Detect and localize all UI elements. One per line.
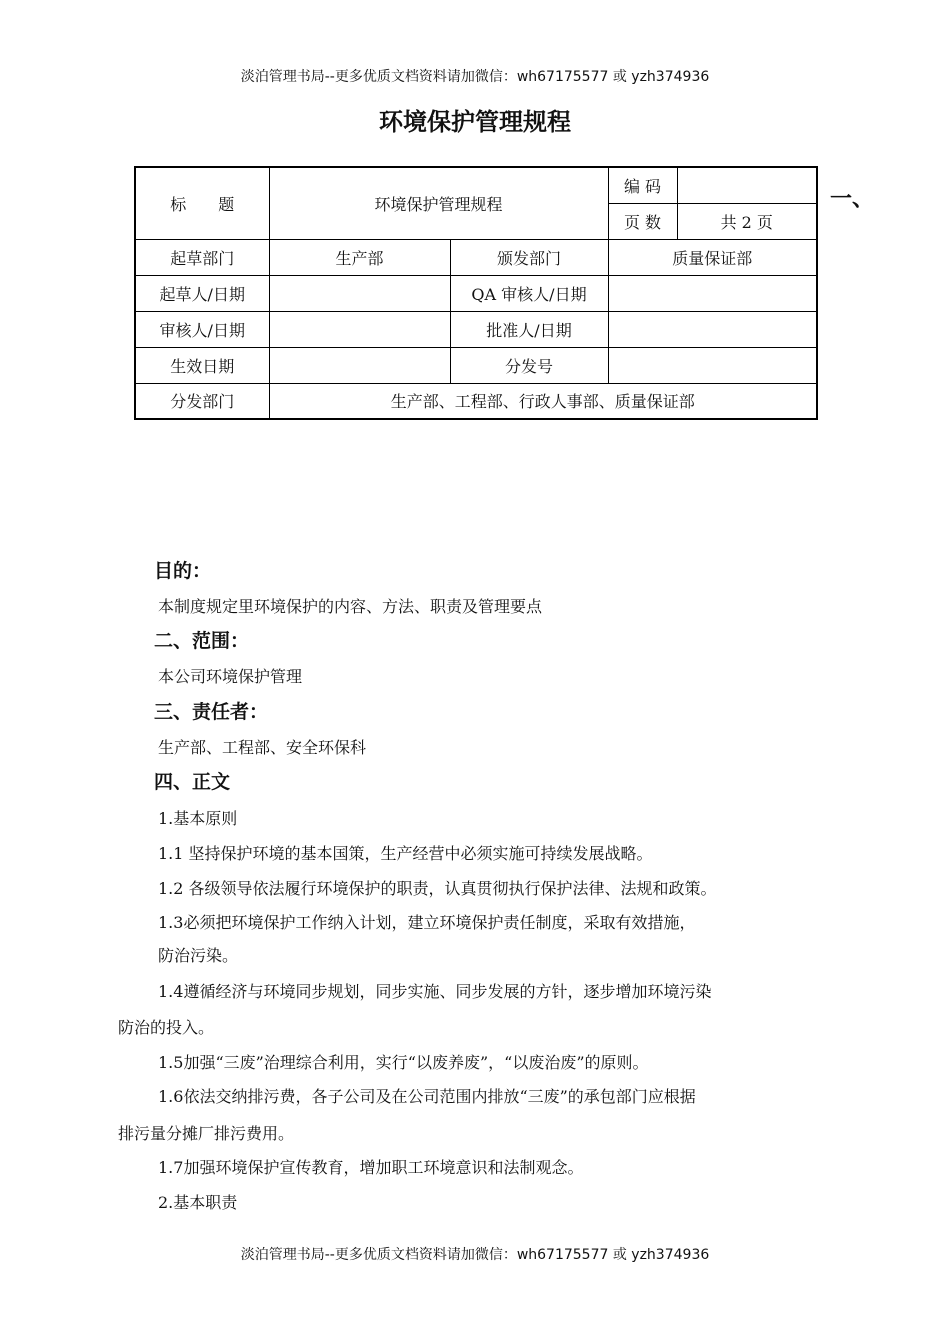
distribution-number-value: [608, 347, 817, 383]
clause-1-3-cont: 防治污染。: [158, 946, 239, 965]
scope-text: 本公司环境保护管理: [158, 667, 303, 686]
clause-1-5: 1.5加强“三废”治理综合利用，实行“以废养废”，“以废治废”的原则。: [158, 1053, 649, 1072]
drafter-value: [269, 275, 450, 311]
main-text-heading: 四、正文: [154, 771, 231, 793]
reviewer-value: [269, 311, 450, 347]
reviewer-label: 审核人/日期: [135, 311, 269, 347]
clause-1-4-cont: 防治的投入。: [118, 1018, 215, 1037]
issue-dept-value: 质量保证部: [608, 239, 817, 275]
clause-1-2: 1.2 各级领导依法履行环境保护的职责，认真贯彻执行保护法律、法规和政策。: [158, 879, 717, 898]
drafter-label: 起草人/日期: [135, 275, 269, 311]
effective-date-value: [269, 347, 450, 383]
distribution-dept-value: 生产部、工程部、行政人事部、质量保证部: [269, 383, 817, 419]
document-title: 环境保护管理规程: [379, 108, 571, 136]
clause-1-3: 1.3必须把环境保护工作纳入计划，建立环境保护责任制度，采取有效措施，: [158, 913, 696, 932]
responsibility-text: 生产部、工程部、安全环保科: [158, 738, 367, 757]
effective-date-label: 生效日期: [135, 347, 269, 383]
basic-duties: 2.基本职责: [158, 1193, 238, 1212]
issue-dept-label: 颁发部门: [450, 239, 608, 275]
purpose-text: 本制度规定里环境保护的内容、方法、职责及管理要点: [158, 597, 543, 616]
clause-1-4: 1.4遵循经济与环境同步规划，同步实施、同步发展的方针，逐步增加环境污染: [158, 982, 712, 1001]
distribution-dept-label: 分发部门: [135, 383, 269, 419]
code-label: 编 码: [608, 167, 677, 203]
section-one-marker: 一、: [830, 187, 875, 212]
qa-reviewer-label: QA 审核人/日期: [450, 275, 608, 311]
draft-dept-value: 生产部: [269, 239, 450, 275]
clause-1-7: 1.7加强环境保护宣传教育，增加职工环境意识和法制观念。: [158, 1158, 584, 1177]
responsibility-heading: 三、责任者：: [154, 701, 269, 723]
pages-value: 共 2 页: [677, 203, 817, 239]
qa-reviewer-value: [608, 275, 817, 311]
approver-label: 批准人/日期: [450, 311, 608, 347]
pages-label: 页 数: [608, 203, 677, 239]
basic-principles: 1.基本原则: [158, 809, 238, 828]
page-footer: 淡泊管理书局--更多优质文档资料请加微信：wh67175577 或 yzh374936: [240, 1247, 710, 1263]
page-header: 淡泊管理书局--更多优质文档资料请加微信：wh67175577 或 yzh374936: [240, 69, 710, 85]
document-info-table: [134, 166, 818, 420]
scope-heading: 二、范围：: [154, 630, 250, 652]
clause-1-1: 1.1 坚持保护环境的基本国策，生产经营中必须实施可持续发展战略。: [158, 844, 653, 863]
title-label: 标 题: [135, 167, 269, 239]
clause-1-6: 1.6依法交纳排污费，各子公司及在公司范围内排放“三废”的承包部门应根据: [158, 1087, 696, 1106]
draft-dept-label: 起草部门: [135, 239, 269, 275]
clause-1-6-cont: 排污量分摊厂排污费用。: [118, 1124, 295, 1143]
approver-value: [608, 311, 817, 347]
purpose-heading: 目的：: [154, 560, 212, 582]
distribution-number-label: 分发号: [450, 347, 608, 383]
code-value: [677, 167, 817, 203]
title-value: 环境保护管理规程: [269, 167, 608, 239]
